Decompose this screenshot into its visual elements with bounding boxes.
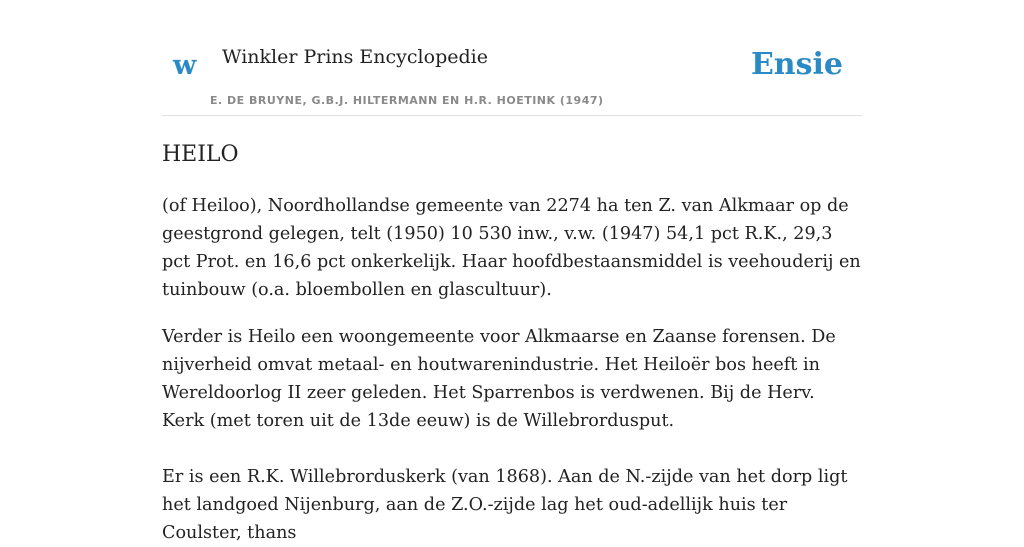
- source-header: [162, 0, 862, 116]
- article-paragraph: Er is een R.K. Willebrorduskerk (van 1868). Aan de N.-zijde van het dorp ligt het landgoed Nijenburg, aan de Z.O.-zijde lag het oud-adellijk huis ter Coulster, thans: [162, 467, 848, 543]
- source-authors: E. DE BRUYNE, G.B.J. HILTERMANN EN H.R. HOETINK (1947): [210, 94, 604, 107]
- ensie-logo[interactable]: Ensie: [750, 47, 843, 82]
- source-title[interactable]: Winkler Prins Encyclopedie: [222, 46, 488, 68]
- lemma-title: HEILO: [162, 142, 239, 167]
- winkler-prins-logo[interactable]: w: [173, 50, 197, 81]
- article-paragraph: Verder is Heilo een woongemeente voor Alkmaarse en Zaanse forensen. De nijverheid omvat metaal- en houtwarenindustrie. Het Heiloër bos heeft in Wereldoorlog II zeer geleden. Het Sparrenbos is verdwenen. Bij de Herv. Kerk (met toren uit de 13de eeuw) is de Willebrordusput.: [162, 327, 836, 431]
- article-paragraph: (of Heiloo), Noordhollandse gemeente van 2274 ha ten Z. van Alkmaar op de geestgrond gelegen, telt (1950) 10 530 inw., v.w. (1947) 54,1 pct R.K., 29,3 pct Prot. en 16,6 pct onkerkelijk. Haar hoofdbestaansmiddel is veehouderij en tuinbouw (o.a. bloembollen en glascultuur).: [162, 196, 861, 300]
- article-container: [162, 0, 862, 543]
